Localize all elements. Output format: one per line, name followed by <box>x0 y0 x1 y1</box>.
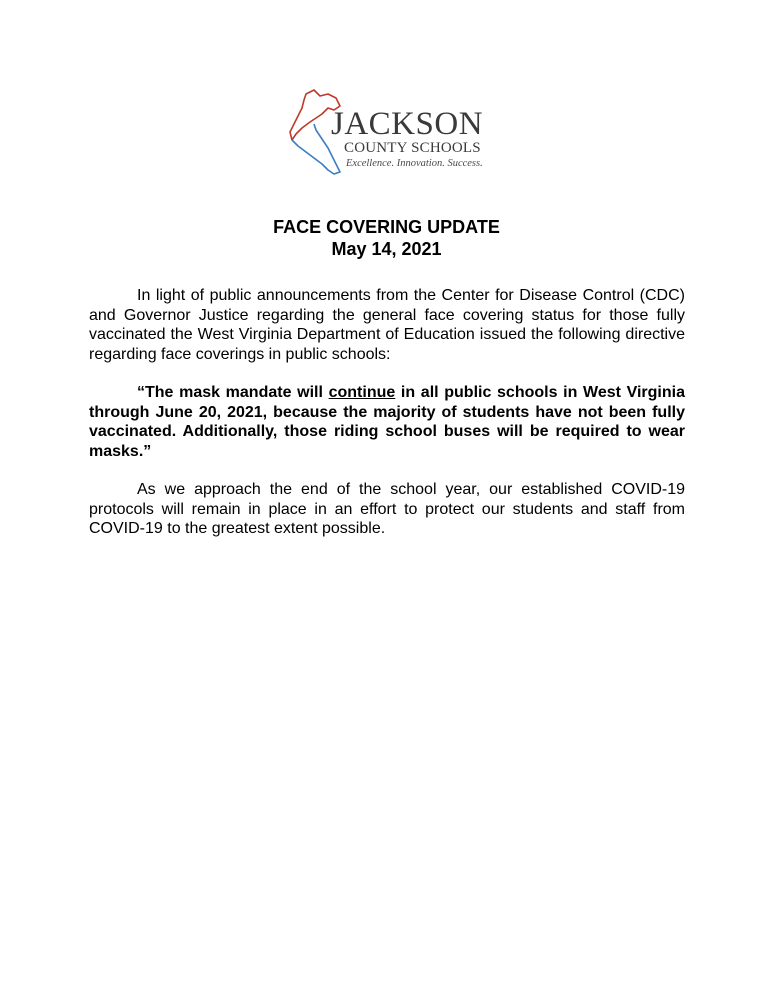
quote-emphasis: continue <box>328 384 396 401</box>
quote-text-after: in all public schools in West Virginia through June 20, 2021, because the majority of students have not been fully vaccinated. Additionally, those riding school buses will be required to wear masks.” <box>89 384 685 460</box>
document-heading <box>0 216 773 260</box>
document-date: May 14, 2021 <box>331 239 442 259</box>
logo-name-large: JACKSON <box>331 106 484 142</box>
jackson-county-schools-logo <box>284 88 494 180</box>
logo-name-small: COUNTY SCHOOLS <box>344 140 481 156</box>
paragraph-closing: As we approach the end of the school year, our established COVID-19 protocols will remain in place in an effort to protect our students and staff from COVID-19 to the greatest extent possible. <box>89 481 685 537</box>
quote-text-before: “The mask mandate will <box>137 384 329 401</box>
document-body <box>89 286 685 558</box>
directive-quote <box>89 383 685 461</box>
logo-tagline: Excellence. Innovation. Success. <box>346 158 483 169</box>
paragraph-intro: In light of public announcements from the Center for Disease Control (CDC) and Governor Justice regarding the general face covering status for those fully vaccinated the West Virginia Department of Education issued the following directive regarding face coverings in public schools: <box>89 287 685 363</box>
document-title: FACE COVERING UPDATE <box>273 217 500 237</box>
